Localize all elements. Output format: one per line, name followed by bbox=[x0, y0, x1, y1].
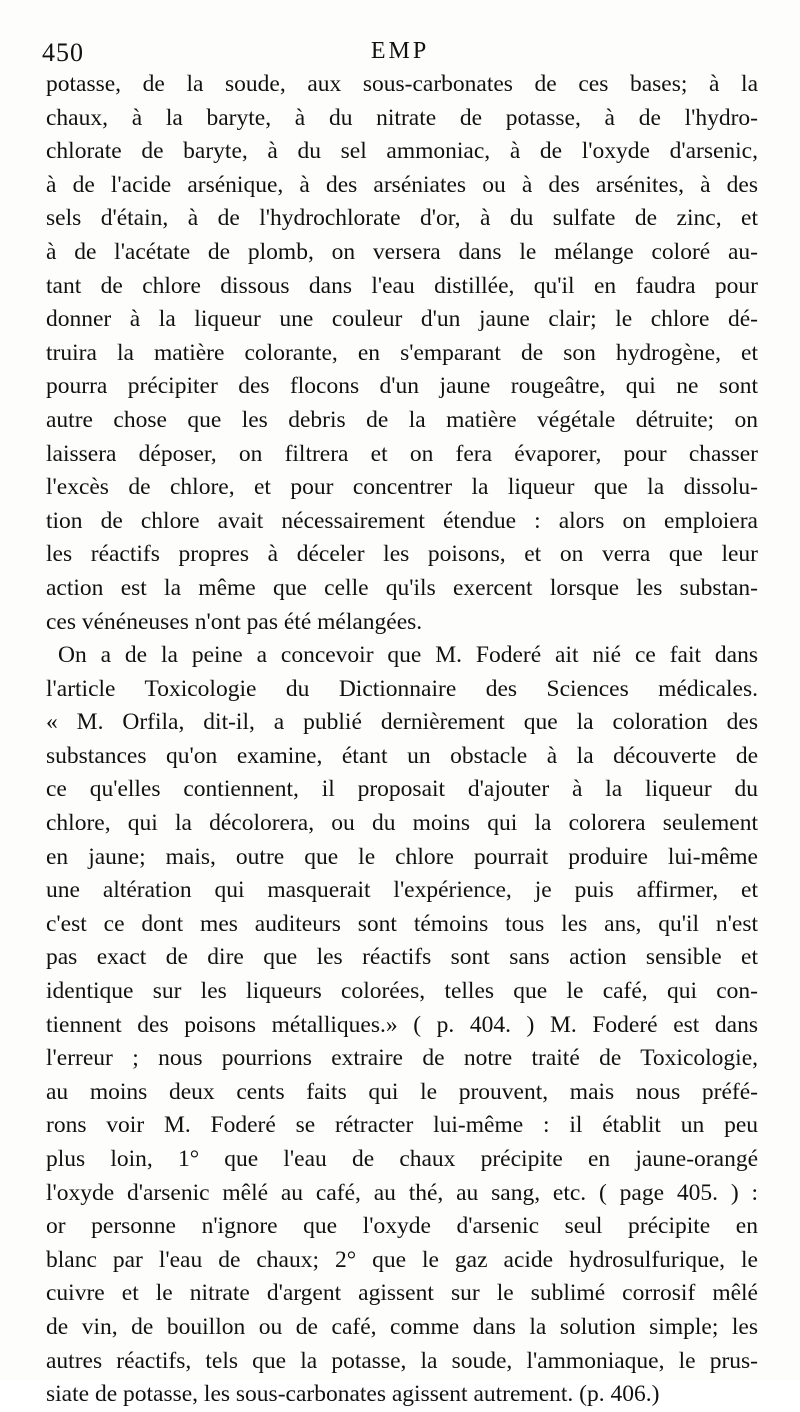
text-line: action est la même que celle qu'ils exercent lorsque les substan- bbox=[46, 574, 758, 601]
text-line: une altération qui masquerait l'expérience, je puis affirmer, et bbox=[46, 877, 758, 904]
text-line: pourra précipiter des flocons d'un jaune rougeâtre, qui ne sont bbox=[46, 373, 758, 400]
text-line: blanc par l'eau de chaux; 2° que le gaz acide hydrosulfurique, le bbox=[46, 1246, 758, 1273]
text-line: l'oxyde d'arsenic mêlé au café, au thé, au sang, etc. ( page 405. ) : bbox=[46, 1179, 758, 1206]
text-line: l'excès de chlore, et pour concentrer la liqueur que la dissolu- bbox=[46, 474, 758, 501]
text-line: l'article Toxicologie du Dictionnaire des Sciences médicales. bbox=[46, 675, 758, 702]
text-line: à de l'acétate de plomb, on versera dans le mélange coloré au- bbox=[46, 238, 758, 265]
text-line: chlorate de baryte, à du sel ammoniac, à de l'oxyde d'arsenic, bbox=[46, 138, 758, 165]
text-line: rons voir M. Foderé se rétracter lui-même : il établit un peu bbox=[46, 1112, 758, 1139]
text-line: siate de potasse, les sous-carbonates agissent autrement. (p. 406.) bbox=[46, 1381, 660, 1408]
page-header bbox=[42, 38, 758, 72]
text-line: laissera déposer, on filtrera et on fera évaporer, pour chasser bbox=[46, 440, 758, 467]
body-text bbox=[46, 68, 758, 1412]
text-line: les réactifs propres à déceler les poisons, et on verra que leur bbox=[46, 541, 758, 568]
text-line: au moins deux cents faits qui le prouvent, mais nous préfé- bbox=[46, 1078, 758, 1105]
running-title: EMP bbox=[370, 38, 430, 64]
text-line: autres réactifs, tels que la potasse, la soude, l'ammoniaque, le prus- bbox=[46, 1347, 758, 1374]
text-line: ce qu'elles contiennent, il proposait d'ajouter à la liqueur du bbox=[46, 776, 758, 803]
text-line: c'est ce dont mes auditeurs sont témoins tous les ans, qu'il n'est bbox=[46, 910, 758, 937]
text-line: potasse, de la soude, aux sous-carbonates de ces bases; à la bbox=[46, 71, 758, 97]
text-line: truira la matière colorante, en s'emparant de son hydrogène, et bbox=[46, 339, 758, 366]
text-line: autre chose que les debris de la matière végétale détruite; on bbox=[46, 406, 758, 433]
text-line: de vin, de bouillon ou de café, comme dans la solution simple; les bbox=[46, 1313, 758, 1340]
paragraph-start-line: On a de la peine a concevoir que M. Foderé ait nié ce fait dans bbox=[58, 642, 758, 669]
text-line: or personne n'ignore que l'oxyde d'arsenic seul précipite en bbox=[46, 1213, 758, 1240]
text-line: cuivre et le nitrate d'argent agissent sur le sublimé corrosif mêlé bbox=[46, 1280, 758, 1307]
text-line: « M. Orfila, dit-il, a publié dernièrement que la coloration des bbox=[46, 709, 758, 736]
text-line: à de l'acide arsénique, à des arséniates ou à des arsénites, à des bbox=[46, 171, 758, 198]
page-number: 450 bbox=[42, 38, 84, 67]
text-line: donner à la liqueur une couleur d'un jaune clair; le chlore dé- bbox=[46, 306, 758, 333]
text-line: identique sur les liqueurs colorées, telles que le café, qui con- bbox=[46, 978, 758, 1005]
text-line: chlore, qui la décolorera, ou du moins qui la colorera seulement bbox=[46, 810, 758, 837]
text-line: substances qu'on examine, étant un obstacle à la découverte de bbox=[46, 742, 758, 769]
text-line: tion de chlore avait nécessairement étendue : alors on emploiera bbox=[46, 507, 758, 534]
text-line: plus loin, 1° que l'eau de chaux précipite en jaune-orangé bbox=[46, 1146, 758, 1172]
text-line: sels d'étain, à de l'hydrochlorate d'or, à du sulfate de zinc, et bbox=[46, 205, 758, 232]
paragraph-end-line: ces vénéneuses n'ont pas été mélangées. bbox=[46, 608, 423, 635]
text-line: tant de chlore dissous dans l'eau distillée, qu'il en faudra pour bbox=[46, 272, 758, 299]
text-line: en jaune; mais, outre que le chlore pourrait produire lui-même bbox=[46, 843, 758, 870]
text-line: chaux, à la baryte, à du nitrate de potasse, à de l'hydro- bbox=[46, 104, 758, 131]
text-line: tiennent des poisons métalliques.» ( p. 404. ) M. Foderé est dans bbox=[46, 1011, 758, 1038]
text-line: pas exact de dire que les réactifs sont sans action sensible et bbox=[46, 944, 758, 971]
text-line: l'erreur ; nous pourrions extraire de notre traité de Toxicologie, bbox=[46, 1045, 758, 1072]
